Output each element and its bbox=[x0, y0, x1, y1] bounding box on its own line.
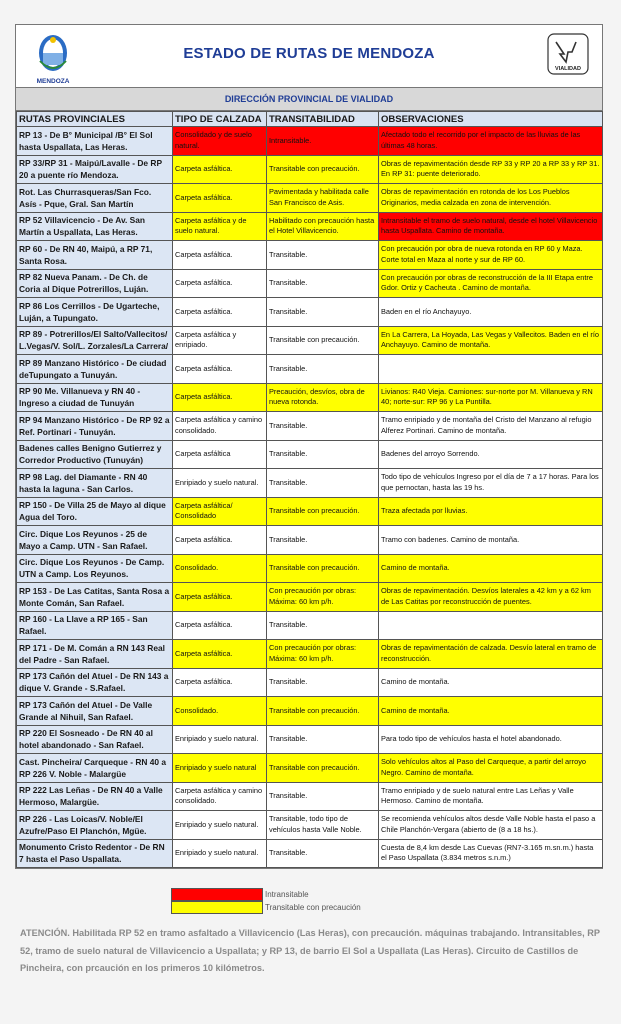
cell-observaciones: Obras de repavimentación de calzada. Desvío lateral en tramo de reconstrucción. bbox=[379, 640, 603, 669]
cell-ruta: RP 60 - De RN 40, Maipú, a RP 71, Santa Rosa. bbox=[17, 241, 173, 270]
cell-transitabilidad: Transitable, todo tipo de vehículos hasta Valle Noble. bbox=[267, 811, 379, 840]
table-row bbox=[17, 782, 603, 811]
cell-ruta: RP 52 Villavicencio - De Av. San Martín a Uspallata, Las Heras. bbox=[17, 212, 173, 241]
cell-transitabilidad: Transitable con precaución. bbox=[267, 697, 379, 726]
cell-observaciones: Solo vehículos altos al Paso del Carqueque, a partir del arroyo Negro. Camino de montaña. bbox=[379, 754, 603, 783]
cell-calzada: Enripiado y suelo natural bbox=[173, 754, 267, 783]
cell-calzada: Enripiado y suelo natural. bbox=[173, 725, 267, 754]
table-row bbox=[17, 440, 603, 469]
cell-transitabilidad: Transitable. bbox=[267, 725, 379, 754]
cell-ruta: RP 153 - De Las Catitas, Santa Rosa a Monte Comán, San Rafael. bbox=[17, 583, 173, 612]
table-row bbox=[17, 383, 603, 412]
cell-transitabilidad: Intransitable. bbox=[267, 127, 379, 156]
cell-transitabilidad: Con precaución por obras: Máxima: 60 km p/h. bbox=[267, 640, 379, 669]
cell-ruta: RP 94 Manzano Histórico - De RP 92 a Ref. Portinari - Tunuyán. bbox=[17, 412, 173, 441]
table-row bbox=[17, 611, 603, 640]
cell-ruta: RP 150 - De Villa 25 de Mayo al dique Agua del Toro. bbox=[17, 497, 173, 526]
cell-ruta: RP 13 - De B° Municipal /B° El Sol hasta Uspallata, Las Heras. bbox=[17, 127, 173, 156]
cell-observaciones bbox=[379, 611, 603, 640]
cell-observaciones: Con precaución por obra de nueva rotonda en RP 60 y Maza. Corte total en Maza al norte y sur de RP 60. bbox=[379, 241, 603, 270]
cell-calzada: Consolidado. bbox=[173, 554, 267, 583]
cell-transitabilidad: Transitable. bbox=[267, 355, 379, 384]
cell-observaciones: Tramo enripiado y de montaña del Cristo del Manzano al refugio Alferez Portinari. Camino de montaña. bbox=[379, 412, 603, 441]
cell-ruta: RP 89 - Potrerillos/El Salto/Vallecitos/ L.Vegas/V. Sol/L. Zorzales/La Carrera/ bbox=[17, 326, 173, 355]
cell-transitabilidad: Transitable con precaución. bbox=[267, 326, 379, 355]
table-row bbox=[17, 127, 603, 156]
cell-observaciones: Livianos: R40 Vieja. Camiones: sur-norte por M. Villanueva y RN 40; norte-sur: RP 96 y La Puntilla. bbox=[379, 383, 603, 412]
cell-observaciones: Todo tipo de vehículos Ingreso por el día de 7 a 17 horas. Para los que pernoctan, hasta las 19 hs. bbox=[379, 469, 603, 498]
cell-observaciones: Traza afectada por lluvias. bbox=[379, 497, 603, 526]
cell-observaciones: Afectado todo el recorrido por el impacto de las lluvias de las últimas 48 horas. bbox=[379, 127, 603, 156]
table-row bbox=[17, 697, 603, 726]
cell-observaciones: Badenes del arroyo Sorrendo. bbox=[379, 440, 603, 469]
cell-observaciones: Obras de repavimentación desde RP 33 y RP 20 a RP 33 y RP 31. En RP 31: puente deteriorado. bbox=[379, 155, 603, 184]
table-row bbox=[17, 725, 603, 754]
cell-ruta: RP 98 Lag. del Diamante - RN 40 hasta la laguna - San Carlos. bbox=[17, 469, 173, 498]
routes-table bbox=[16, 111, 603, 868]
cell-observaciones: Tramo con badenes. Camino de montaña. bbox=[379, 526, 603, 555]
table-row bbox=[17, 469, 603, 498]
table-row bbox=[17, 184, 603, 213]
cell-calzada: Carpeta asfáltica. bbox=[173, 668, 267, 697]
cell-transitabilidad: Transitable. bbox=[267, 412, 379, 441]
cell-calzada: Enripiado y suelo natural. bbox=[173, 811, 267, 840]
logo-right-text: VIALIDAD bbox=[555, 66, 581, 72]
cell-calzada: Carpeta asfáltica. bbox=[173, 241, 267, 270]
cell-calzada: Consolidado y de suelo natural. bbox=[173, 127, 267, 156]
cell-observaciones: Baden en el río Anchayuyo. bbox=[379, 298, 603, 327]
cell-observaciones: Camino de montaña. bbox=[379, 554, 603, 583]
legend bbox=[171, 888, 361, 914]
cell-ruta: RP 82 Nueva Panam. - De Ch. de Coria al Dique Potrerillos, Luján. bbox=[17, 269, 173, 298]
cell-ruta: RP 33/RP 31 - Maipú/Lavalle - De RP 20 a puente río Mendoza. bbox=[17, 155, 173, 184]
routes-table-body bbox=[17, 127, 603, 868]
table-row bbox=[17, 298, 603, 327]
cell-calzada: Carpeta asfáltica bbox=[173, 440, 267, 469]
cell-transitabilidad: Transitable con precaución. bbox=[267, 497, 379, 526]
table-row bbox=[17, 241, 603, 270]
column-header-transitabilidad: TRANSITABILIDAD bbox=[267, 112, 379, 127]
page-title: ESTADO DE RUTAS DE MENDOZA bbox=[183, 45, 435, 62]
cell-calzada: Carpeta asfáltica. bbox=[173, 640, 267, 669]
logo-left-text: MENDOZA bbox=[36, 78, 70, 85]
cell-ruta: RP 171 - De M. Comán a RN 143 Real del Padre - San Rafael. bbox=[17, 640, 173, 669]
cell-transitabilidad: Transitable. bbox=[267, 526, 379, 555]
cell-observaciones: Camino de montaña. bbox=[379, 668, 603, 697]
cell-transitabilidad: Precaución, desvíos, obra de nueva rotonda. bbox=[267, 383, 379, 412]
cell-transitabilidad: Con precaución por obras: Máxima: 60 km p/h. bbox=[267, 583, 379, 612]
cell-calzada: Carpeta asfáltica. bbox=[173, 383, 267, 412]
legend-swatch-yellow bbox=[171, 901, 263, 914]
cell-ruta: RP 89 Manzano Histórico - De ciudad deTupungato a Tunuyán. bbox=[17, 355, 173, 384]
cell-observaciones: Se recomienda vehículos altos desde Valle Noble hasta el paso a Chile Planchón-Vergara (abierto de (8 a 18 hs.). bbox=[379, 811, 603, 840]
cell-calzada: Consolidado. bbox=[173, 697, 267, 726]
cell-transitabilidad: Transitable. bbox=[267, 782, 379, 811]
cell-calzada: Carpeta asfáltica. bbox=[173, 155, 267, 184]
table-row bbox=[17, 640, 603, 669]
cell-observaciones: Camino de montaña. bbox=[379, 697, 603, 726]
cell-ruta: Badenes calles Benigno Gutierrez y Corredor Productivo (Tunuyán) bbox=[17, 440, 173, 469]
cell-transitabilidad: Transitable. bbox=[267, 668, 379, 697]
cell-calzada: Carpeta asfáltica. bbox=[173, 526, 267, 555]
column-header-observaciones: OBSERVACIONES bbox=[379, 112, 603, 127]
cell-ruta: RP 173 Cañón del Atuel - De Valle Grande al Nihuil, San Rafael. bbox=[17, 697, 173, 726]
cell-calzada: Enripiado y suelo natural. bbox=[173, 839, 267, 868]
cell-calzada: Carpeta asfáltica y camino consolidado. bbox=[173, 782, 267, 811]
table-row bbox=[17, 526, 603, 555]
cell-calzada: Carpeta asfáltica. bbox=[173, 583, 267, 612]
cell-ruta: RP 226 - Las Loicas/V. Noble/El Azufre/Paso El Planchón, Mgüe. bbox=[17, 811, 173, 840]
cell-ruta: Circ. Dique Los Reyunos - De Camp. UTN a Camp. Los Reyunos. bbox=[17, 554, 173, 583]
cell-transitabilidad: Habilitado con precaución hasta el Hotel Villavicencio. bbox=[267, 212, 379, 241]
table-row bbox=[17, 839, 603, 868]
cell-calzada: Carpeta asfáltica/ Consolidado bbox=[173, 497, 267, 526]
table-row bbox=[17, 811, 603, 840]
attention-note bbox=[20, 925, 605, 978]
cell-transitabilidad: Transitable. bbox=[267, 269, 379, 298]
table-row bbox=[17, 412, 603, 441]
cell-ruta: RP 90 Me. Villanueva y RN 40 - Ingreso a ciudad de Tunuyán bbox=[17, 383, 173, 412]
legend-label-precaucion: Transitable con precaución bbox=[265, 903, 361, 912]
cell-observaciones: Obras de repavimentación en rotonda de los Los Pueblos Originarios, media calzada en zona de intervención. bbox=[379, 184, 603, 213]
cell-transitabilidad: Transitable. bbox=[267, 839, 379, 868]
cell-transitabilidad: Transitable. bbox=[267, 469, 379, 498]
table-row bbox=[17, 326, 603, 355]
cell-transitabilidad: Transitable. bbox=[267, 611, 379, 640]
table-row bbox=[17, 754, 603, 783]
cell-observaciones: Intransitable el tramo de suelo natural, desde el hotel Villavicencio hasta Uspallata. Camino de montaña. bbox=[379, 212, 603, 241]
cell-ruta: Rot. Las Churrasqueras/San Fco. Asís - Pque, Gral. San Martín bbox=[17, 184, 173, 213]
table-row bbox=[17, 668, 603, 697]
table-row bbox=[17, 355, 603, 384]
legend-swatch-red bbox=[171, 888, 263, 901]
report-header bbox=[16, 25, 602, 88]
cell-transitabilidad: Transitable con precaución. bbox=[267, 155, 379, 184]
cell-ruta: RP 173 Cañón del Atuel - De RN 143 a dique V. Grande - S.Rafael. bbox=[17, 668, 173, 697]
cell-ruta: RP 222 Las Leñas - De RN 40 a Valle Hermoso, Malargüe. bbox=[17, 782, 173, 811]
table-row bbox=[17, 155, 603, 184]
table-row bbox=[17, 497, 603, 526]
cell-ruta: RP 86 Los Cerrillos - De Ugarteche, Luján, a Tupungato. bbox=[17, 298, 173, 327]
cell-calzada: Enripiado y suelo natural. bbox=[173, 469, 267, 498]
cell-transitabilidad: Transitable. bbox=[267, 298, 379, 327]
note-prefix: ATENCIÓN. bbox=[20, 928, 70, 938]
note-text: Habilitada RP 52 en tramo asfaltado a Villavicencio (Las Heras), con precaución. máquinas trabajando. Intransitables, RP 52, tramo de suelo natural de Villavicencio a Uspallata; y RP 13, de barrio El Sol a Uspallata (Las Heras). Circuito de Castillos de Pincheira, con prcaución en los primeros 10 kilómetros. bbox=[20, 928, 600, 973]
cell-calzada: Carpeta asfáltica. bbox=[173, 269, 267, 298]
cell-ruta: RP 220 El Sosneado - De RN 40 al hotel abandonado - San Rafael. bbox=[17, 725, 173, 754]
cell-calzada: Carpeta asfáltica. bbox=[173, 298, 267, 327]
cell-observaciones bbox=[379, 355, 603, 384]
cell-ruta: Monumento Cristo Redentor - De RN 7 hasta el Paso Uspallata. bbox=[17, 839, 173, 868]
cell-observaciones: Con precaución por obras de reconstrucción de la III Etapa entre Gdor. Ortiz y Cacheuta . Camino de montaña. bbox=[379, 269, 603, 298]
cell-calzada: Carpeta asfáltica y enripiado. bbox=[173, 326, 267, 355]
cell-observaciones: Cuesta de 8,4 km desde Las Cuevas (RN7-3.165 m.sn.m.) hasta el Paso Uspallata (3.834 metros s.n.m.) bbox=[379, 839, 603, 868]
report-card bbox=[15, 24, 603, 869]
table-row bbox=[17, 212, 603, 241]
cell-ruta: RP 160 - La Llave a RP 165 - San Rafael. bbox=[17, 611, 173, 640]
page-subtitle: DIRECCIÓN PROVINCIAL DE VIALIDAD bbox=[16, 88, 602, 111]
vialidad-logo-icon bbox=[546, 32, 590, 76]
cell-observaciones: Tramo enripiado y de suelo natural entre Las Leñas y Valle Hermoso. Camino de montaña. bbox=[379, 782, 603, 811]
cell-calzada: Carpeta asfáltica y camino consolidado. bbox=[173, 412, 267, 441]
cell-transitabilidad: Pavimentada y habilitada calle San Francisco de Asis. bbox=[267, 184, 379, 213]
table-row bbox=[17, 554, 603, 583]
cell-transitabilidad: Transitable. bbox=[267, 241, 379, 270]
cell-calzada: Carpeta asfáltica. bbox=[173, 184, 267, 213]
cell-calzada: Carpeta asfáltica y de suelo natural. bbox=[173, 212, 267, 241]
cell-transitabilidad: Transitable con precaución. bbox=[267, 754, 379, 783]
column-header-rutas: RUTAS PROVINCIALES bbox=[17, 112, 173, 127]
cell-transitabilidad: Transitable con precaución. bbox=[267, 554, 379, 583]
cell-calzada: Carpeta asfáltica. bbox=[173, 355, 267, 384]
cell-observaciones: Obras de repavimentación. Desvíos laterales a 42 km y a 62 km de Las Catitas por reconstrucción de puentes. bbox=[379, 583, 603, 612]
cell-observaciones: Para todo tipo de vehículos hasta el hotel abandonado. bbox=[379, 725, 603, 754]
cell-ruta: Cast. Pincheira/ Carqueque - RN 40 a RP 226 V. Noble - Malargüe bbox=[17, 754, 173, 783]
table-row bbox=[17, 583, 603, 612]
cell-ruta: Circ. Dique Los Reyunos - 25 de Mayo a Camp. UTN - San Rafael. bbox=[17, 526, 173, 555]
cell-calzada: Carpeta asfáltica. bbox=[173, 611, 267, 640]
cell-transitabilidad: Transitable. bbox=[267, 440, 379, 469]
table-row bbox=[17, 269, 603, 298]
cell-observaciones: En La Carrera, La Hoyada, Las Vegas y Vallecitos. Baden en el río Anchayuyo. Camino de montaña. bbox=[379, 326, 603, 355]
column-header-calzada: TIPO DE CALZADA bbox=[173, 112, 267, 127]
legend-label-intransitable: Intransitable bbox=[265, 890, 309, 899]
